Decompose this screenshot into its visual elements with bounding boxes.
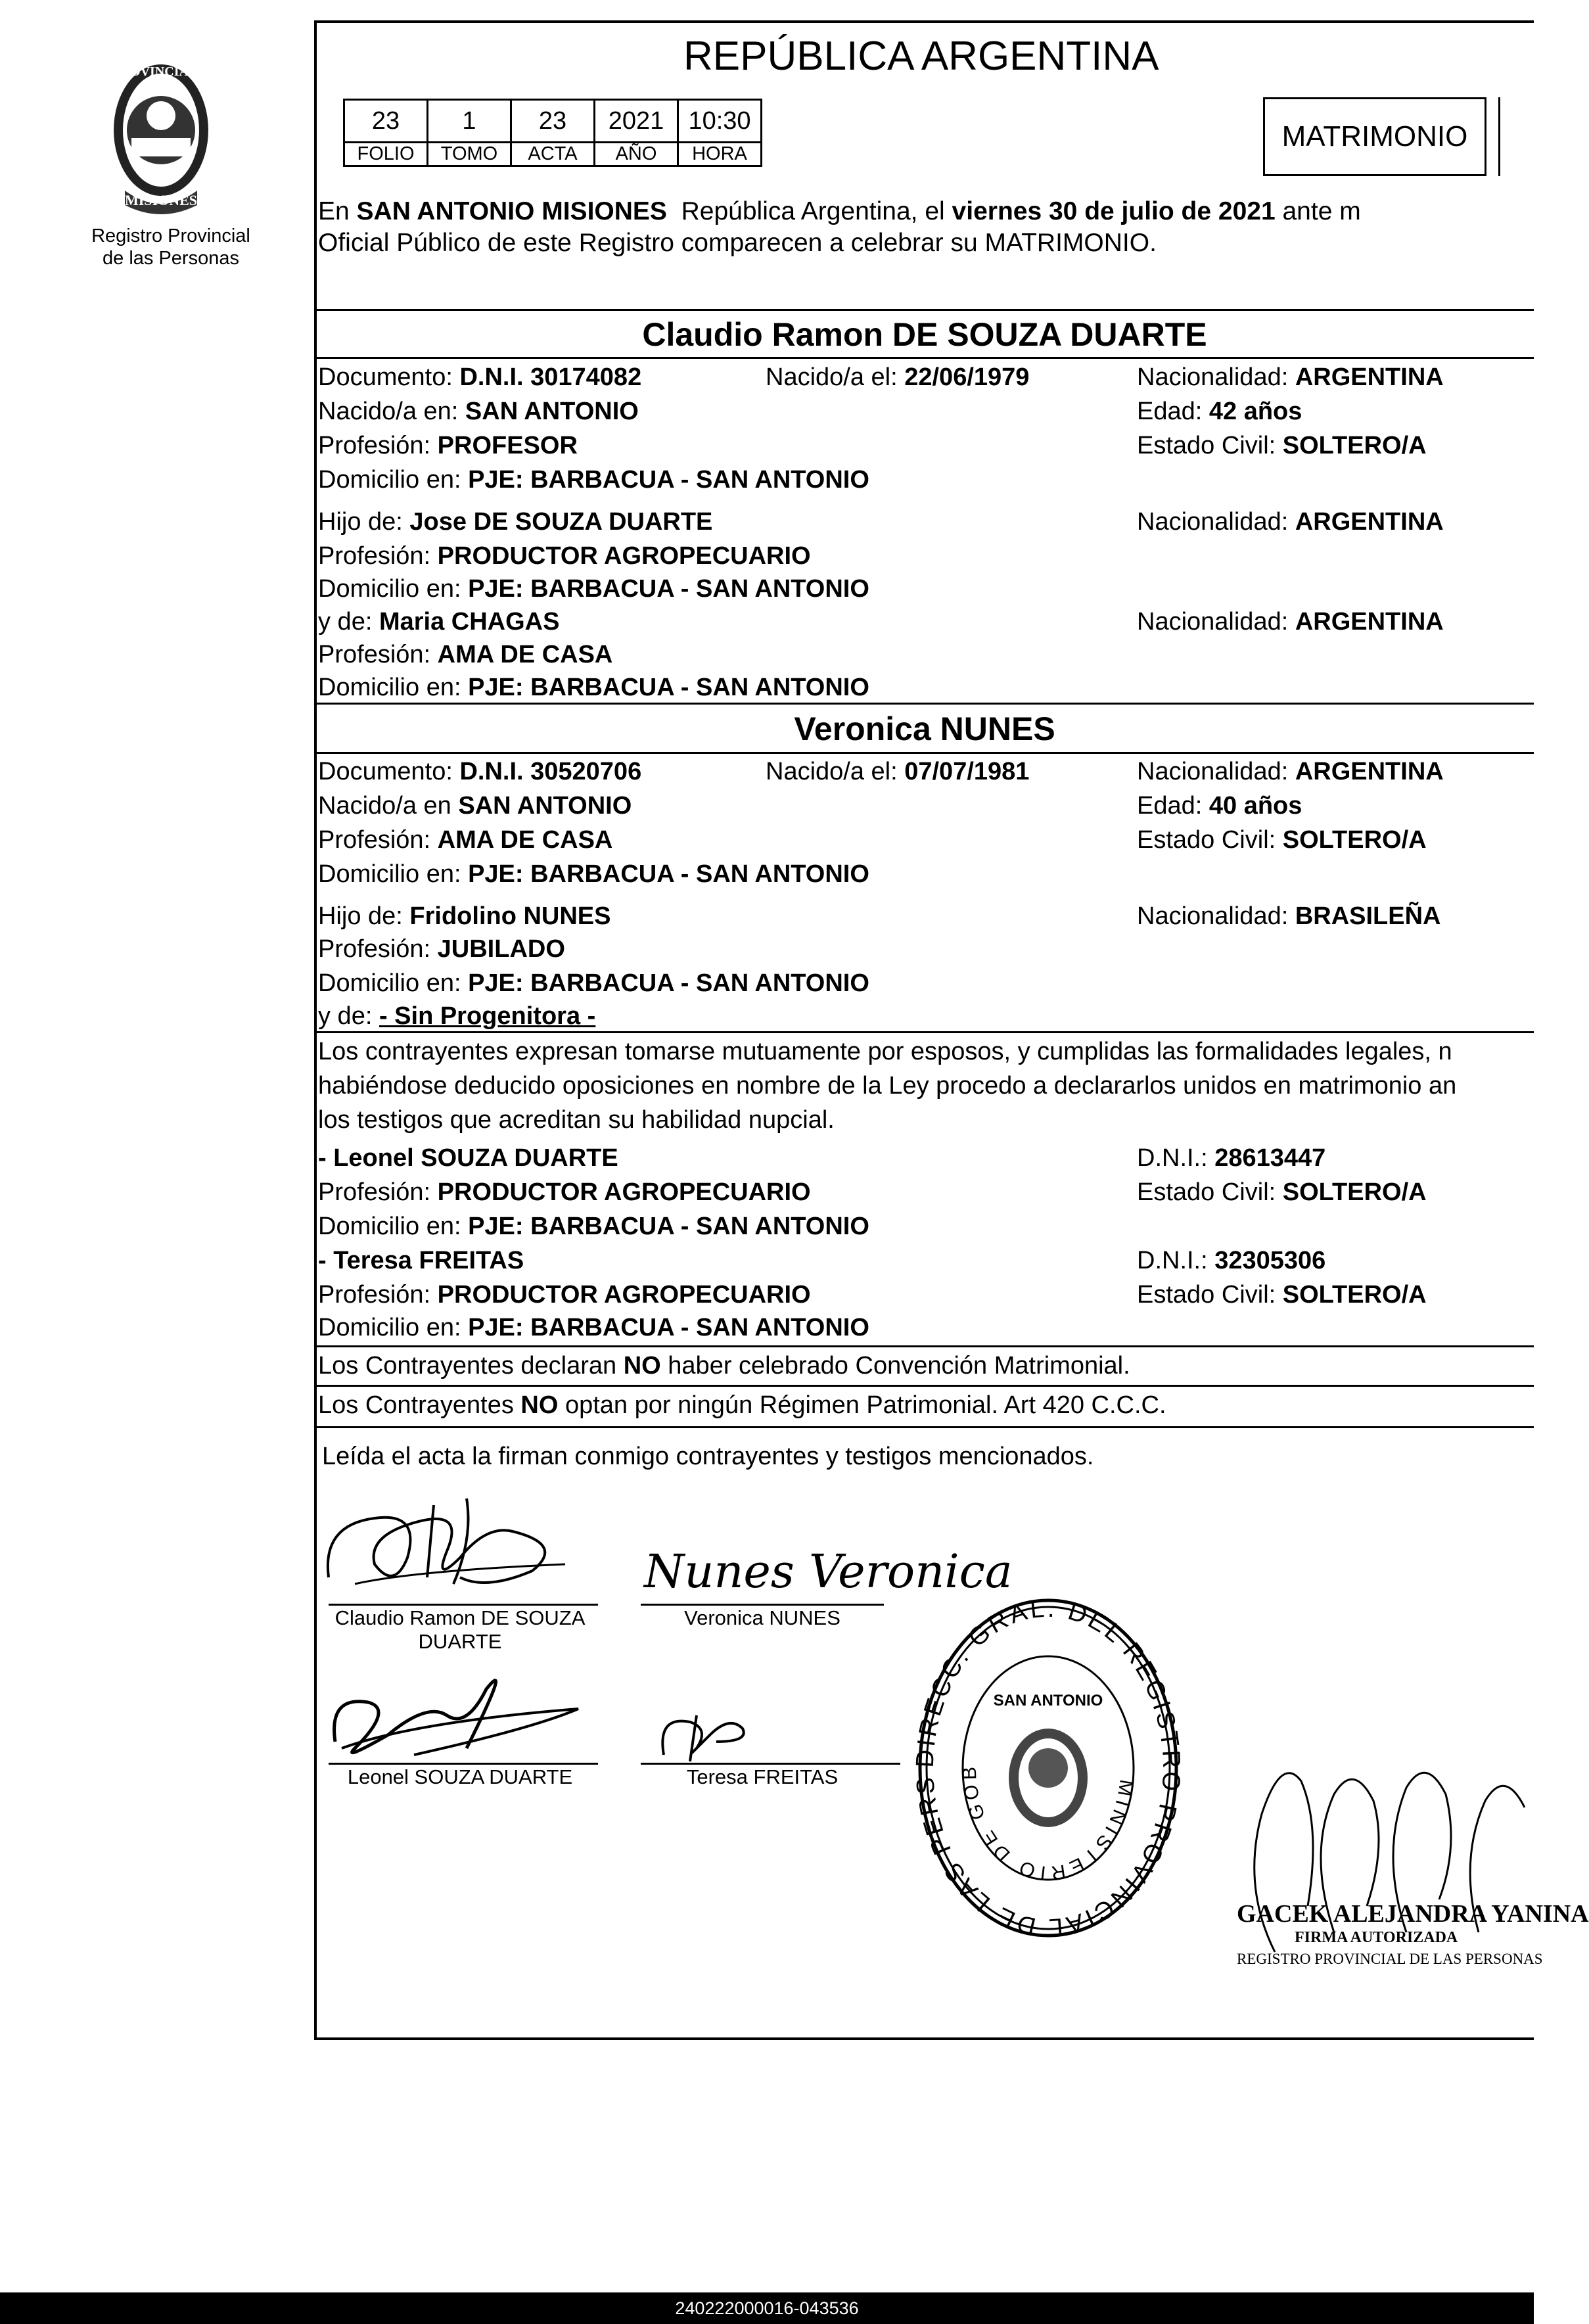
value: ARGENTINA	[1295, 608, 1444, 636]
clause-regime	[318, 1389, 1166, 1421]
signature-caption-leonel: Leonel SOUZA DUARTE	[347, 1765, 573, 1788]
registry-org-name	[66, 225, 276, 269]
signature-claudio	[315, 1479, 591, 1610]
acta-label: ACTA	[511, 143, 595, 166]
spouse1-civil-status	[1137, 430, 1427, 461]
value: PJE: BARBACUA - SAN ANTONIO	[468, 1314, 869, 1341]
spouse1-name: Claudio Ramon DE SOUZA DUARTE	[642, 316, 1207, 353]
label: Nacido/a el:	[766, 363, 905, 391]
official-org: REGISTRO PROVINCIAL DE LAS PERSONAS	[1237, 1951, 1543, 1967]
value: SOLTERO/A	[1282, 432, 1427, 459]
label: Estado Civil:	[1137, 432, 1283, 459]
declaration-line3: los testigos que acreditan su habilidad nupcial.	[318, 1106, 835, 1134]
label: Domicilio en:	[318, 969, 469, 997]
label: Domicilio en:	[318, 1314, 469, 1341]
signature-caption-veronica: Veronica NUNES	[684, 1606, 841, 1629]
text: Los Contrayentes	[318, 1391, 521, 1419]
witness1-name: - Leonel SOUZA DUARTE	[318, 1144, 618, 1172]
label: Nacido/a el:	[766, 758, 905, 785]
divider-spouse2-name	[314, 752, 1534, 754]
witness2-profession	[318, 1279, 811, 1311]
label: Profesión:	[318, 826, 438, 854]
label: Hijo de:	[318, 508, 410, 536]
label: Profesión:	[318, 935, 438, 963]
signature-veronica: Nunes Veronica	[644, 1545, 1013, 1598]
spouse1-father-nationality	[1137, 506, 1444, 538]
divider-reading	[314, 1426, 1534, 1428]
spouse2-born-in	[318, 790, 632, 822]
spouse2-address	[318, 858, 869, 890]
signature-caption-claudio	[315, 1606, 605, 1654]
value: SOLTERO/A	[1282, 826, 1427, 854]
label: Estado Civil:	[1137, 1178, 1283, 1206]
value: 42 años	[1209, 398, 1302, 425]
value: - Sin Progenitora -	[379, 1002, 596, 1030]
value: SOLTERO/A	[1282, 1178, 1427, 1206]
spouse2-father-profession	[318, 933, 565, 965]
witness2-civil-status	[1137, 1279, 1427, 1311]
spouse2-father-nationality	[1137, 900, 1441, 932]
value: PRODUCTOR AGROPECUARIO	[437, 1281, 811, 1309]
declaration-line2: habiéndose deducido oposiciones en nombre de la Ley procedo a declararlos unidos en matrimonio an	[318, 1072, 1457, 1100]
spouse1-father-profession	[318, 540, 811, 572]
label: Nacionalidad:	[1137, 363, 1295, 391]
hour-value: 10:30	[678, 100, 762, 143]
spouse2-age	[1137, 790, 1302, 822]
spouse1-nationality	[1137, 361, 1444, 393]
label: Nacido/a en	[318, 792, 459, 820]
spouse1-mother-address	[318, 672, 869, 703]
value: 28613447	[1214, 1144, 1326, 1172]
spouse1-doc	[318, 361, 641, 393]
spouse2-father	[318, 900, 611, 932]
declaration-line1: Los contrayentes expresan tomarse mutuamente por esposos, y cumplidas las formalidades legales, n	[318, 1038, 1452, 1065]
intro-line2: Oficial Público de este Registro comparecen a celebrar su MATRIMONIO.	[318, 229, 1157, 257]
label: Profesión:	[318, 1178, 438, 1206]
label: y de:	[318, 608, 379, 636]
registry-org-line2: de las Personas	[103, 248, 239, 269]
label: Domicilio en:	[318, 466, 469, 494]
label: Nacionalidad:	[1137, 758, 1295, 785]
tomo-value: 1	[428, 100, 511, 143]
caption-line1: Claudio Ramon DE SOUZA	[334, 1606, 586, 1629]
value: PRODUCTOR AGROPECUARIO	[437, 1178, 811, 1206]
witness2-name: - Teresa FREITAS	[318, 1247, 524, 1274]
value: Fridolino NUNES	[409, 902, 611, 930]
spouse1-address	[318, 464, 869, 496]
act-type-box	[1263, 97, 1486, 176]
value: PROFESOR	[437, 432, 578, 459]
divider-spouse1-name	[314, 357, 1534, 359]
value: Maria CHAGAS	[379, 608, 560, 636]
act-type-box-right	[1498, 97, 1500, 176]
witness2-address	[318, 1312, 869, 1343]
folio-value: 23	[344, 100, 428, 143]
signature-teresa	[651, 1702, 769, 1768]
spouse2-nationality	[1137, 756, 1444, 787]
clause-convention	[318, 1350, 1130, 1382]
divider-clauses	[314, 1345, 1534, 1347]
signature-line-4	[641, 1763, 900, 1765]
svg-text:PROVINCIA DE: PROVINCIA DE	[112, 64, 210, 79]
value: D.N.I. 30174082	[459, 363, 642, 391]
spouse2-profession	[318, 824, 612, 856]
label: Domicilio en:	[318, 674, 469, 701]
stamp-top-text: SAN ANTONIO	[993, 1692, 1103, 1709]
intro-text-a: En	[318, 197, 357, 225]
spouse1-father-address	[318, 573, 869, 605]
year-value: 2021	[595, 100, 678, 143]
registry-seal-icon	[79, 53, 243, 217]
label: D.N.I.:	[1137, 1247, 1215, 1274]
folio-label: FOLIO	[344, 143, 428, 166]
act-type: MATRIMONIO	[1281, 120, 1468, 152]
intro-place: SAN ANTONIO MISIONES	[356, 197, 667, 225]
frame-top	[314, 20, 1534, 23]
value: SOLTERO/A	[1282, 1281, 1427, 1309]
year-label: AÑO	[595, 143, 678, 166]
label: Domicilio en:	[318, 575, 469, 603]
spouse2-name: Veronica NUNES	[794, 710, 1055, 747]
spouse2-born-on	[766, 756, 1029, 787]
signature-line-2	[641, 1604, 884, 1606]
official-name: GACEK ALEJANDRA YANINA	[1237, 1900, 1589, 1928]
registry-org-line1: Registro Provincial	[91, 225, 250, 246]
signature-line-1	[329, 1604, 598, 1606]
spouse2-civil-status	[1137, 824, 1427, 856]
document-code-bar	[0, 2292, 1534, 2324]
svg-text:MISIONES: MISIONES	[124, 192, 198, 208]
official-role: FIRMA AUTORIZADA	[1295, 1929, 1458, 1946]
hour-label: HORA	[678, 143, 762, 166]
label: Nacionalidad:	[1137, 508, 1295, 536]
value: PRODUCTOR AGROPECUARIO	[437, 542, 811, 570]
stamp-outer-text: DIRECC. GRAL. DEL REGISTRO PROVINCIAL DE LAS PERS	[913, 1594, 1183, 1941]
value: ARGENTINA	[1295, 758, 1444, 785]
country-title: REPÚBLICA ARGENTINA	[683, 34, 1159, 79]
official-stamp-icon	[913, 1591, 1183, 1945]
value: ARGENTINA	[1295, 363, 1444, 391]
spouse1-born-on	[766, 361, 1029, 393]
text: Los Contrayentes declaran	[318, 1352, 624, 1380]
spouse1-age	[1137, 396, 1302, 427]
intro-text-b: República Argentina, el	[666, 197, 952, 225]
value: BRASILEÑA	[1295, 902, 1441, 930]
value: SAN ANTONIO	[458, 792, 632, 820]
emphasis: NO	[520, 1391, 559, 1419]
label: y de:	[318, 1002, 379, 1030]
label: Profesión:	[318, 641, 438, 668]
frame-bottom	[314, 2037, 1534, 2040]
spouse1-mother-nationality	[1137, 606, 1444, 638]
witness1-dni	[1137, 1142, 1325, 1174]
label: Documento:	[318, 758, 460, 785]
spouse1-mother	[318, 606, 559, 638]
witness1-profession	[318, 1176, 811, 1208]
reading-statement: Leída el acta la firman conmigo contrayentes y testigos mencionados.	[322, 1443, 1094, 1470]
value: ARGENTINA	[1295, 508, 1444, 536]
spouse1-born-in	[318, 396, 639, 427]
label: Nacionalidad:	[1137, 608, 1295, 636]
stamp-inner-text: MINISTERIO DE GOB	[958, 1762, 1138, 1884]
label: Edad:	[1137, 792, 1209, 820]
value: Jose DE SOUZA DUARTE	[409, 508, 713, 536]
text: optan por ningún Régimen Patrimonial. Art 420 C.C.C.	[558, 1391, 1166, 1419]
document-code: 240222000016-043536	[675, 2298, 859, 2318]
value: SAN ANTONIO	[465, 398, 639, 425]
value: AMA DE CASA	[437, 826, 613, 854]
value: 40 años	[1209, 792, 1302, 820]
label: Hijo de:	[318, 902, 410, 930]
label: Profesión:	[318, 542, 438, 570]
value: PJE: BARBACUA - SAN ANTONIO	[468, 674, 869, 701]
value: 32305306	[1214, 1247, 1326, 1274]
label: Edad:	[1137, 398, 1209, 425]
divider-header	[314, 309, 1534, 311]
value: 07/07/1981	[904, 758, 1030, 785]
label: Estado Civil:	[1137, 1281, 1283, 1309]
spouse1-mother-profession	[318, 639, 612, 670]
label: D.N.I.:	[1137, 1144, 1215, 1172]
emphasis: NO	[623, 1352, 661, 1380]
spouse2-father-address	[318, 967, 869, 999]
label: Nacido/a en:	[318, 398, 465, 425]
value: 22/06/1979	[904, 363, 1030, 391]
value: PJE: BARBACUA - SAN ANTONIO	[468, 1213, 869, 1240]
signature-caption-teresa: Teresa FREITAS	[686, 1765, 839, 1788]
value: JUBILADO	[437, 935, 565, 963]
acta-value: 23	[511, 100, 595, 143]
spouse2-mother	[318, 1000, 595, 1032]
label: Documento:	[318, 363, 460, 391]
value: PJE: BARBACUA - SAN ANTONIO	[468, 575, 869, 603]
intro-line1	[318, 196, 1361, 227]
label: Estado Civil:	[1137, 826, 1283, 854]
witness1-civil-status	[1137, 1176, 1427, 1208]
caption-line2: DUARTE	[418, 1630, 502, 1653]
text: haber celebrado Convención Matrimonial.	[660, 1352, 1130, 1380]
spouse1-profession	[318, 430, 578, 461]
spouse1-father	[318, 506, 712, 538]
intro-date: viernes 30 de julio de 2021	[952, 197, 1276, 225]
witness1-address	[318, 1211, 869, 1242]
value: PJE: BARBACUA - SAN ANTONIO	[468, 860, 869, 888]
act-reference-table	[343, 99, 762, 167]
label: Nacionalidad:	[1137, 902, 1295, 930]
tomo-label: TOMO	[428, 143, 511, 166]
label: Domicilio en:	[318, 860, 469, 888]
witness2-dni	[1137, 1245, 1325, 1276]
value: PJE: BARBACUA - SAN ANTONIO	[468, 466, 869, 494]
label: Profesión:	[318, 1281, 438, 1309]
divider-clause2	[314, 1385, 1534, 1387]
signature-leonel	[315, 1650, 591, 1768]
label: Profesión:	[318, 432, 438, 459]
intro-text-c: ante m	[1275, 197, 1361, 225]
label: Domicilio en:	[318, 1213, 469, 1240]
spouse2-doc	[318, 756, 641, 787]
value: D.N.I. 30520706	[459, 758, 642, 785]
value: AMA DE CASA	[437, 641, 613, 668]
signature-line-3	[329, 1763, 598, 1765]
value: PJE: BARBACUA - SAN ANTONIO	[468, 969, 869, 997]
